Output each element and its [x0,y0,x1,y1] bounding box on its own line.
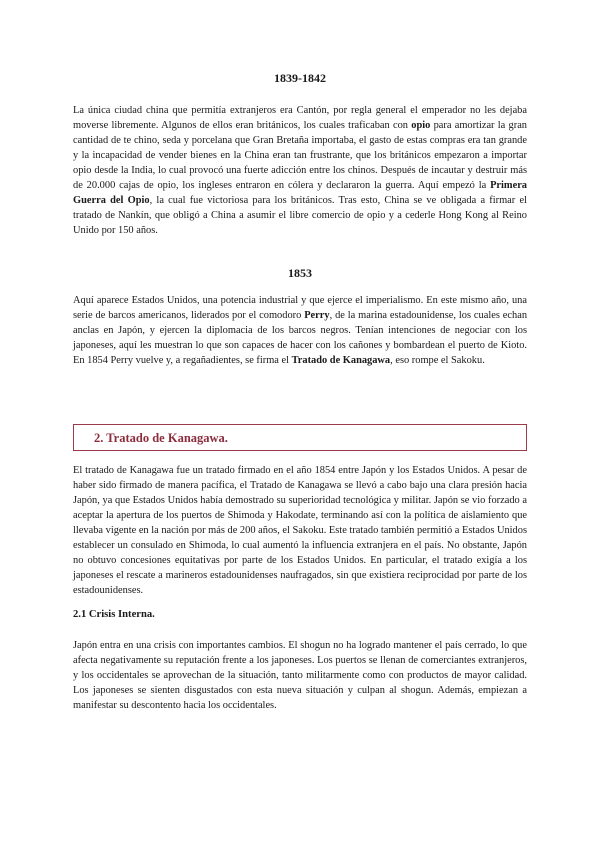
paragraph-text: La única ciudad china que permitía extranjeros era Cantón, por regla general el emperador no les dejaba moverse libremente. Algunos de ellos eran británicos, los cuales traficaban con [73,105,527,131]
paragraph-perry [73,293,527,368]
paragraph-text: , eso rompe el Sakoku. [390,355,485,366]
paragraph-crisis: Japón entra en una crisis con importantes cambios. El shogun no ha logrado mantener el país cerrado, lo que afecta negativamente su reputación frente a los japoneses. Los puertos se llenan de comerciantes extranjeros, y los occidentales se aprovechan de la situación, tanto militarmente como con productos de mayor calidad. Los japoneses se sienten disgustados con esta nueva situación y culpan al shogun. Además, empiezan a manifestar su descontento hacia los occidentales. [73,640,527,711]
paragraph-text: Aquí aparece Estados Unidos, una potencia industrial y que ejerce el imperialismo. En este mismo año, una serie de barcos americanos, liderados por el comodoro [73,295,527,321]
paragraph-kanagawa: El tratado de Kanagawa fue un tratado firmado en el año 1854 entre Japón y los Estados Unidos. A pesar de haber sido firmado de manera pacífica, el Tratado de Kanagawa se llevó a cabo bajo una clara presión hacia Japón, ya que Estados Unidos había demostrado su superioridad tecnológica y militar. Japón se vio forzado a aceptar la apertura de los puertos de Shimoda y Hakodate, terminando así con la política de aislamiento que llevaba vigente en la nación por más de 200 años, el Sakoku. Este tratado también permitió a Estados Unidos establecer un consulado en Shimoda, lo cual aumentó la influencia extranjera en el país. No obstante, Japón no obtuvo concesiones equitativas por parte de los Estados Unidos. En particular, el tratado exigía a los japoneses el rescate a marineros estadounidenses naufragados, sin que existiera reciprocidad por parte de los estadounidenses. [73,465,527,596]
subheading-crisis-interna: 2.1 Crisis Interna. [73,609,155,620]
paragraph-text: para amortizar la gran cantidad de te chino, seda y porcelana que Gran Bretaña importaba, el gasto de estas compras era tan grande y la incapacidad de vender bienes en la China eran tan frustrante, que los británicos empezaron a importar opio desde la India, lo cual provocó una fuerte adicción entre los chinos. Después de incautar y destruir más de 20.000 cajas de opio, los ingleses entraron en cólera y declararon la guerra. Aquí empezó la [73,120,528,191]
paragraph-text: , de la marina estadounidense, los cuales echan anclas en Japón, y ejercen la diplomacia de los barcos negros. Tenían intenciones de negociar con los japoneses, aquí les muestran lo que son capaces de hacer con los cañones y bombardean el puerto de Kioto. En 1854 Perry vuelve y, a regañadientes, se firma el [73,310,528,366]
section-title-kanagawa: 2. Tratado de Kanagawa. [94,431,228,445]
paragraph-opium-war [73,103,527,238]
bold-term-perry: Perry [304,310,330,321]
paragraph-text: , la cual fue victoriosa para los británicos. Tras esto, China se ve obligada a firmar el tratado de Nankín, que obligó a China a asumir el libre comercio de opio y a cederle Hong Kong al Reino Unido por 150 años. [73,195,527,236]
bold-term-opio: opio [411,120,431,131]
heading-1839-1842: 1839-1842 [274,71,326,85]
bold-term-primera-guerra: Primera Guerra del Opio [73,180,527,206]
section-heading-box [73,424,527,451]
heading-1853: 1853 [288,266,312,280]
bold-term-tratado: Tratado de Kanagawa [291,355,391,366]
